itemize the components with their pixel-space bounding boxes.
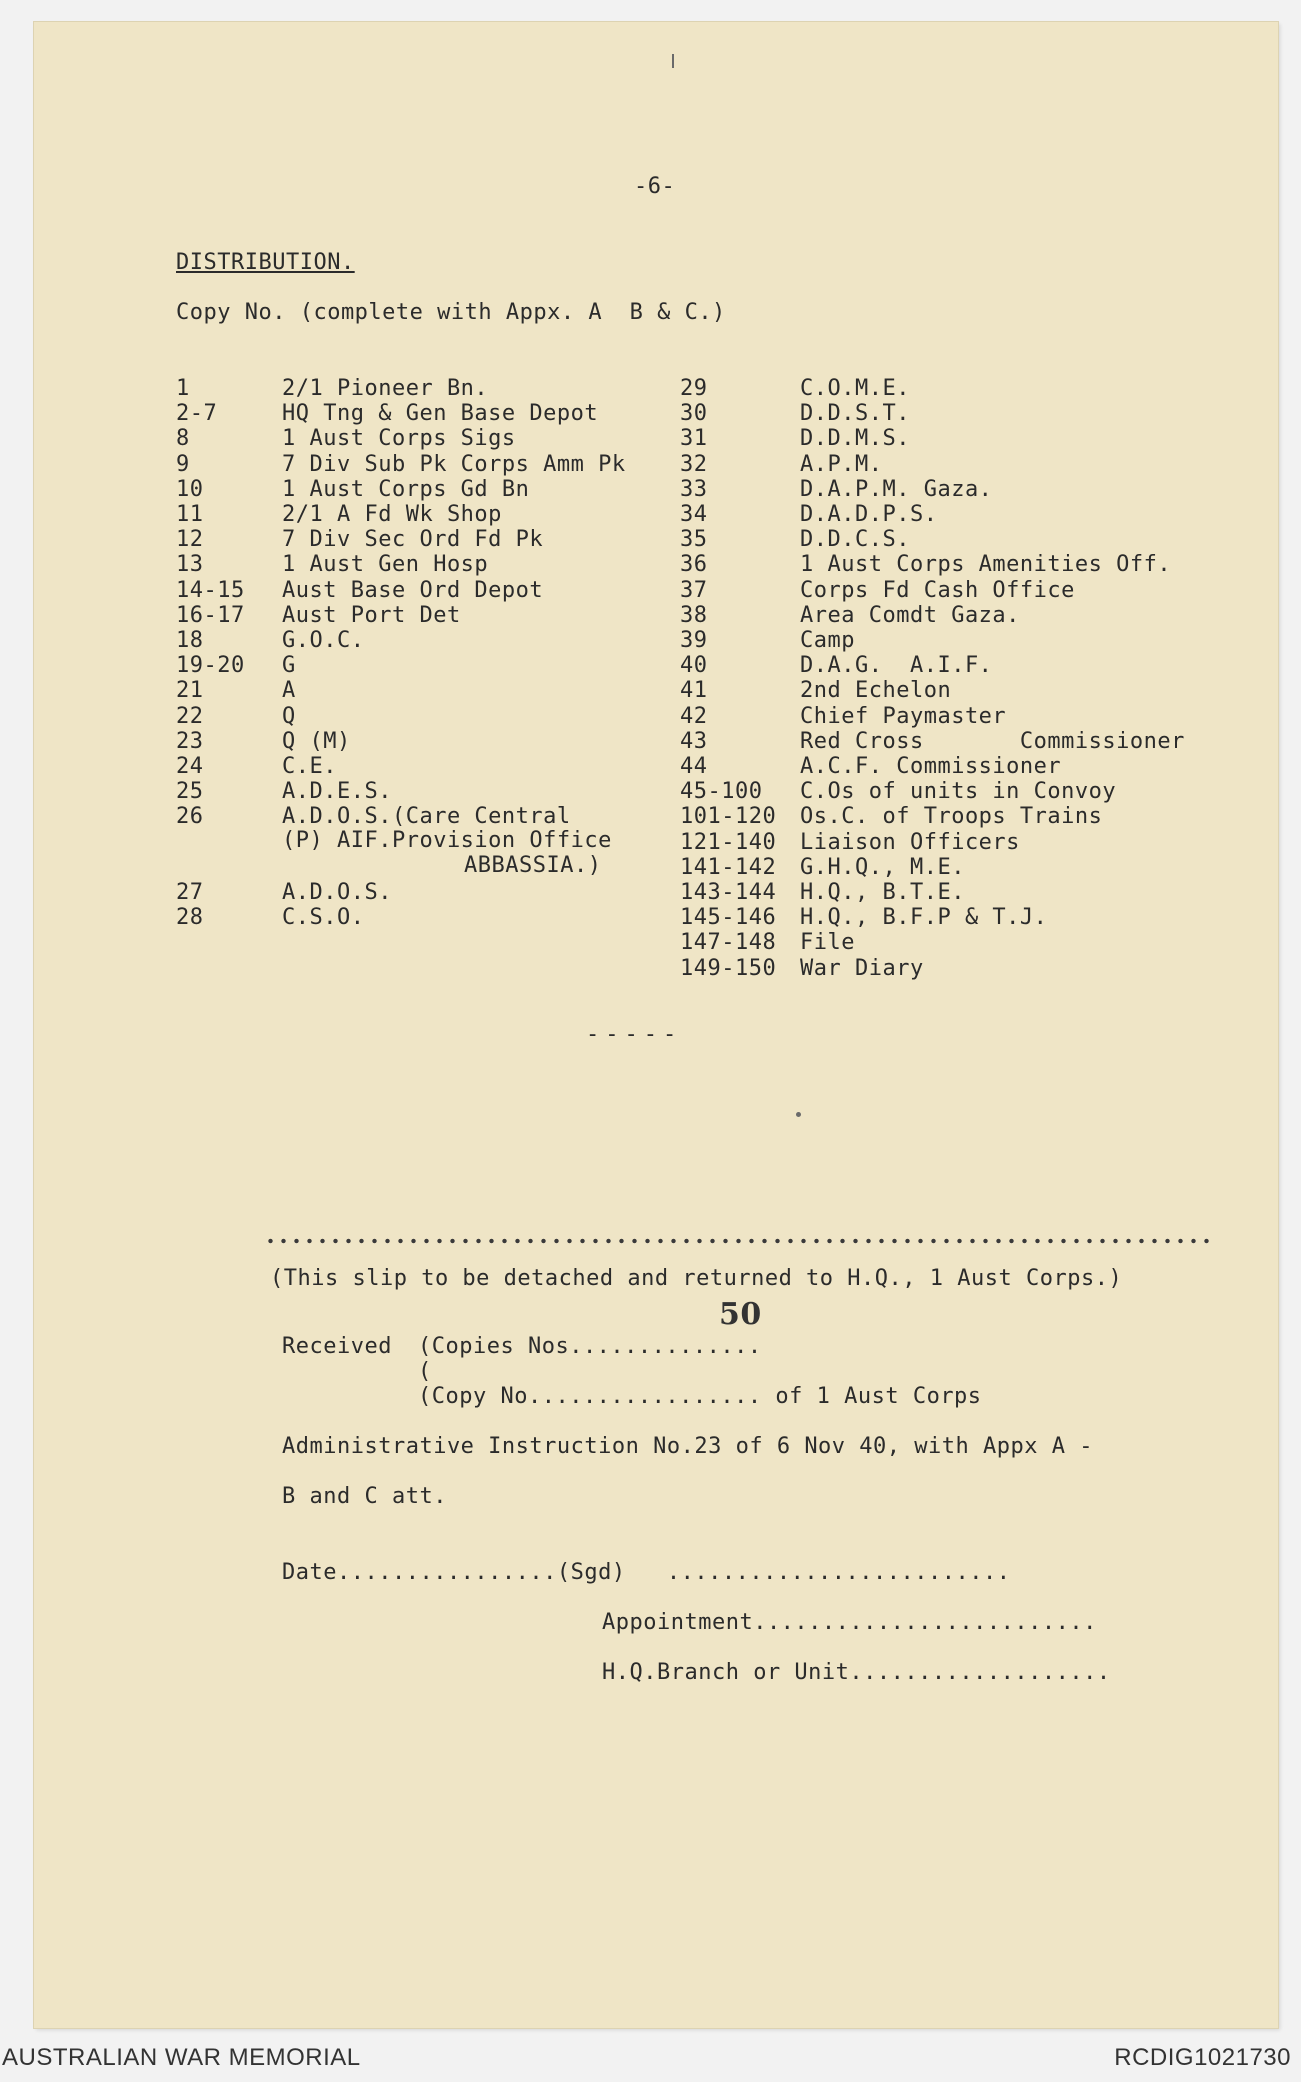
distribution-entry bbox=[680, 527, 1240, 552]
recipient: 2/1 A Fd Wk Shop bbox=[282, 502, 502, 527]
distribution-entry bbox=[176, 552, 736, 577]
recipient: 7 Div Sub Pk Corps Amm Pk bbox=[282, 451, 626, 477]
copy-number: 11 bbox=[176, 502, 204, 527]
copy-number: 33 bbox=[680, 476, 708, 502]
recipient: A bbox=[282, 678, 296, 704]
copy-number: 40 bbox=[680, 653, 708, 679]
distribution-entry bbox=[176, 603, 736, 628]
copy-number: 37 bbox=[680, 577, 708, 603]
distribution-entry bbox=[680, 452, 1240, 477]
distribution-entry bbox=[680, 578, 1240, 603]
recipient: Aust Port Det bbox=[282, 602, 461, 628]
distribution-entry bbox=[176, 527, 736, 552]
recipient: D.A.P.M. Gaza. bbox=[800, 476, 993, 502]
recipient: D.A.D.P.S. bbox=[800, 502, 938, 527]
copy-number: 28 bbox=[176, 905, 204, 931]
copy-number: 25 bbox=[176, 779, 204, 805]
copy-number: 8 bbox=[176, 426, 190, 452]
copy-number: 9 bbox=[176, 451, 190, 477]
recipient: H.Q., B.F.P & T.J. bbox=[800, 905, 1048, 931]
recipient: C.E. bbox=[282, 754, 337, 779]
copy-number: 14-15 bbox=[176, 577, 245, 603]
recipient: Liaison Officers bbox=[800, 829, 1020, 855]
recipient: File bbox=[800, 930, 855, 956]
distribution-entry bbox=[176, 754, 736, 779]
copy-number: 35 bbox=[680, 527, 708, 553]
distribution-entry bbox=[176, 653, 736, 678]
recipient: 1 Aust Corps Gd Bn bbox=[282, 476, 530, 502]
handwritten-number: 50 bbox=[719, 1297, 762, 1332]
recipient: Q bbox=[282, 703, 296, 729]
recipient: A.C.F. Commissioner bbox=[800, 754, 1062, 779]
distribution-entry bbox=[680, 804, 1240, 829]
distribution-entry bbox=[176, 477, 736, 502]
copy-number: 18 bbox=[176, 628, 204, 653]
copy-number: 29 bbox=[680, 376, 708, 401]
copy-number: 141-142 bbox=[680, 854, 777, 880]
recipient: G.O.C. bbox=[282, 628, 365, 653]
copy-number: 121-140 bbox=[680, 829, 777, 855]
distribution-entry bbox=[176, 376, 736, 401]
distribution-entry bbox=[680, 678, 1240, 703]
attachments-line: B and C att. bbox=[282, 1484, 447, 1509]
copy-number: 2-7 bbox=[176, 401, 218, 427]
recipient: HQ Tng & Gen Base Depot bbox=[282, 401, 599, 427]
brace-mark: ( bbox=[418, 1359, 432, 1384]
recipient: D.D.C.S. bbox=[800, 527, 910, 553]
recipient: Aust Base Ord Depot bbox=[282, 577, 544, 603]
copy-number: 34 bbox=[680, 502, 708, 527]
recipient: D.A.G. A.I.F. bbox=[800, 653, 993, 679]
distribution-entry bbox=[680, 779, 1240, 804]
distribution-entry bbox=[176, 704, 736, 729]
left-continuation-line: ABBASSIA.) bbox=[464, 853, 602, 878]
copy-number: 43 bbox=[680, 728, 708, 754]
left-continuation-line: (P) AIF.Provision Office bbox=[282, 828, 612, 853]
recipient: Area Comdt Gaza. bbox=[800, 602, 1020, 628]
copy-number: 13 bbox=[176, 552, 204, 578]
recipient: 1 Aust Corps Amenities Off. bbox=[800, 552, 1172, 578]
copy-number: 143-144 bbox=[680, 880, 777, 905]
copy-number: 31 bbox=[680, 426, 708, 452]
distribution-heading: DISTRIBUTION. bbox=[176, 250, 355, 275]
distribution-entry bbox=[176, 628, 736, 653]
recipient: 1 Aust Corps Sigs bbox=[282, 426, 516, 452]
distribution-entry bbox=[680, 477, 1240, 502]
copy-note: Copy No. (complete with Appx. A B & C.) bbox=[176, 300, 726, 325]
distribution-entry bbox=[680, 653, 1240, 678]
recipient: 2nd Echelon bbox=[800, 678, 952, 704]
recipient: Red Cross Commissioner bbox=[800, 728, 1185, 754]
received-label: Received bbox=[282, 1334, 392, 1359]
recipient: 7 Div Sec Ord Fd Pk bbox=[282, 527, 544, 553]
distribution-entry bbox=[680, 401, 1240, 426]
copy-number: 101-120 bbox=[680, 804, 777, 830]
distribution-entry bbox=[680, 502, 1240, 527]
recipient: G bbox=[282, 653, 296, 679]
copy-number: 32 bbox=[680, 451, 708, 477]
slip-note: (This slip to be detached and returned to H.Q., 1 Aust Corps.) bbox=[270, 1266, 1123, 1291]
recipient: Os.C. of Troops Trains bbox=[800, 804, 1103, 830]
copy-number: 22 bbox=[176, 703, 204, 729]
distribution-entry bbox=[176, 678, 736, 703]
copy-number: 27 bbox=[176, 880, 204, 905]
copy-number: 16-17 bbox=[176, 602, 245, 628]
distribution-entry bbox=[176, 502, 736, 527]
recipient: A.P.M. bbox=[800, 451, 883, 477]
recipient: C.O.M.E. bbox=[800, 376, 910, 401]
distribution-entry bbox=[680, 855, 1240, 880]
recipient: Corps Fd Cash Office bbox=[800, 577, 1075, 603]
copy-number: 45-100 bbox=[680, 779, 763, 805]
copies-nos-line: (Copies Nos.............. bbox=[418, 1334, 762, 1359]
recipient: 1 Aust Gen Hosp bbox=[282, 552, 489, 578]
copy-number: 23 bbox=[176, 728, 204, 754]
paper-mark bbox=[672, 54, 674, 68]
copy-number: 145-146 bbox=[680, 905, 777, 931]
footer-id: RCDIG1021730 bbox=[1114, 2044, 1291, 2071]
recipient: D.D.S.T. bbox=[800, 401, 910, 427]
recipient: Camp bbox=[800, 628, 855, 653]
distribution-entry bbox=[680, 704, 1240, 729]
distribution-entry bbox=[176, 880, 736, 905]
distribution-entry bbox=[176, 426, 736, 451]
distribution-entry bbox=[680, 376, 1240, 401]
distribution-entry bbox=[680, 552, 1240, 577]
recipient: A.D.O.S. bbox=[282, 880, 392, 905]
distribution-entry bbox=[680, 930, 1240, 955]
recipient: C.Os of units in Convoy bbox=[800, 779, 1117, 805]
copy-number: 39 bbox=[680, 628, 708, 653]
copy-number: 26 bbox=[176, 804, 204, 830]
date-signature-line: Date................(Sgd) ......................... bbox=[282, 1560, 1011, 1585]
recipient: D.D.M.S. bbox=[800, 426, 910, 452]
branch-unit-line: H.Q.Branch or Unit................... bbox=[602, 1660, 1111, 1685]
copy-number: 10 bbox=[176, 476, 204, 502]
distribution-entry bbox=[176, 779, 736, 804]
distribution-entry bbox=[680, 426, 1240, 451]
distribution-entry bbox=[680, 830, 1240, 855]
copy-number: 41 bbox=[680, 678, 708, 704]
recipient: C.S.O. bbox=[282, 905, 365, 931]
recipient: A.D.E.S. bbox=[282, 779, 392, 805]
distribution-entry bbox=[176, 729, 736, 754]
distribution-entry bbox=[680, 905, 1240, 930]
distribution-entry bbox=[176, 452, 736, 477]
copy-no-line: (Copy No................. of 1 Aust Corps bbox=[418, 1384, 982, 1409]
recipient: G.H.Q., M.E. bbox=[800, 854, 965, 880]
copy-number: 38 bbox=[680, 602, 708, 628]
copy-number: 44 bbox=[680, 754, 708, 779]
copy-number: 24 bbox=[176, 754, 204, 779]
distribution-entry bbox=[176, 804, 736, 829]
copy-number: 1 bbox=[176, 376, 190, 401]
distribution-entry bbox=[680, 628, 1240, 653]
admin-instruction-line: Administrative Instruction No.23 of 6 Nov 40, with Appx A - bbox=[282, 1434, 1093, 1459]
distribution-entry bbox=[176, 578, 736, 603]
distribution-entry bbox=[680, 729, 1240, 754]
copy-number: 147-148 bbox=[680, 930, 777, 956]
recipient: 2/1 Pioneer Bn. bbox=[282, 376, 489, 401]
footer-source: AUSTRALIAN WAR MEMORIAL bbox=[2, 2044, 361, 2071]
distribution-entry bbox=[680, 754, 1240, 779]
distribution-entry bbox=[176, 401, 736, 426]
recipient: A.D.O.S.(Care Central bbox=[282, 804, 571, 830]
page-number: -6- bbox=[634, 174, 676, 199]
appointment-line: Appointment......................... bbox=[602, 1610, 1097, 1635]
recipient: H.Q., B.T.E. bbox=[800, 880, 965, 905]
copy-number: 21 bbox=[176, 678, 204, 704]
copy-number: 149-150 bbox=[680, 955, 777, 981]
paper-mark bbox=[796, 1112, 801, 1117]
copy-number: 19-20 bbox=[176, 653, 245, 679]
copy-number: 42 bbox=[680, 703, 708, 729]
distribution-entry bbox=[176, 905, 736, 930]
distribution-entry bbox=[680, 603, 1240, 628]
section-separator: ----- bbox=[586, 1022, 683, 1047]
copy-number: 36 bbox=[680, 552, 708, 578]
distribution-entry bbox=[680, 880, 1240, 905]
distribution-entry bbox=[680, 956, 1240, 981]
recipient: Q (M) bbox=[282, 728, 351, 754]
document-page bbox=[34, 22, 1278, 2028]
recipient: Chief Paymaster bbox=[800, 703, 1007, 729]
recipient: War Diary bbox=[800, 955, 924, 981]
cut-line bbox=[264, 1238, 1214, 1244]
copy-number: 12 bbox=[176, 527, 204, 553]
copy-number: 30 bbox=[680, 401, 708, 427]
